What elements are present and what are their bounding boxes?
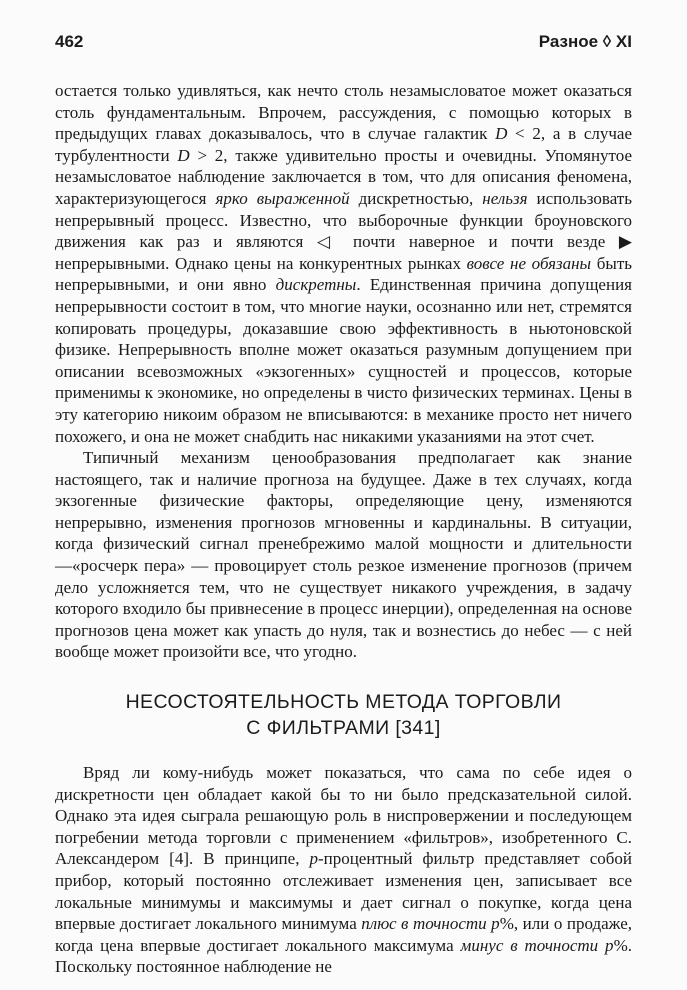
paragraph-1 bbox=[55, 80, 632, 447]
paragraph-3 bbox=[55, 762, 632, 978]
text-run: остается только удивляться, как нечто столь незамысловатое может оказаться столь фундаментальным. Впрочем, рассуждения, с помощью которых в предыдущих главах доказывалось, что в случае галактик bbox=[55, 81, 632, 144]
section-heading-line1: НЕСОСТОЯТЕЛЬНОСТЬ МЕТОДА ТОРГОВЛИ bbox=[125, 691, 562, 714]
running-head bbox=[55, 33, 632, 50]
text-run-italic: D bbox=[495, 124, 508, 144]
text-run-italic: нельзя bbox=[482, 188, 528, 208]
text-run: быть непрерывными, и они явно bbox=[55, 253, 632, 295]
text-run-italic: ярко выраженной bbox=[215, 188, 350, 208]
page-body bbox=[55, 80, 632, 978]
text-run-italic: дискретны bbox=[275, 275, 357, 295]
text-run: > 2, также удивительно просты и очевидны. Упомянутое незамысловатое наблюдение заключается в том, что для описания феномена, характеризующегося bbox=[55, 145, 632, 208]
text-run: -процентный фильтр представляет собой прибор, который постоянно отслеживает изменения цен, записывает все локальные минимумы и максимумы и дает сигнал о покупке, когда цена впервые достигает локального минимума bbox=[55, 849, 632, 934]
text-run: использовать непрерывный процесс. Известно, что выборочные функции броуновского движения как раз и являются ◁ почти наверное и почти везде ▶ непрерывными. Однако цены на конкурентных рынках bbox=[55, 188, 632, 273]
text-run: Вряд ли кому-нибудь может показаться, что сама по себе идея о дискретности цен обладает какой бы то ни было предсказательной силой. Однако эта идея сыграла решающую роль в ниспровержении и последующем погребении метода торговли с применением «фильтров», изобретенного С. Александером [4]. В принципе, bbox=[55, 763, 632, 869]
text-run-italic: минус в точности p bbox=[460, 935, 614, 955]
running-title: Разное ◊ XI bbox=[538, 32, 632, 51]
text-run-italic: p bbox=[309, 849, 318, 869]
text-run: . Единственная причина допущения непрерывности состоит в том, что многие науки, осознанно или нет, стремятся копировать процедуры, доказавшие свою эффективность в ньютоновской физике. Непрерывность вполне может оказаться разумным допущением при описании всевозможных «экзогенных» сущностей и процессов, которые применимы к экономике, но определены в чисто физических терминах. Цены в эту категорию никоим образом не вписываются: в механике просто нет ничего похожего, и она не может снабдить нас никакими указаниями на этот счет. bbox=[55, 275, 632, 446]
text-run: < 2, а в случае турбулентности bbox=[55, 124, 632, 165]
section-heading-line2: С ФИЛЬТРАМИ [341] bbox=[246, 717, 441, 740]
text-run-italic: D bbox=[177, 145, 190, 165]
text-run: Типичный механизм ценообразования предполагает как знание настоящего, так и наличие прогноза на будущее. Даже в тех случаях, когда экзогенные физические факторы, определяющие цену, изменяются непрерывно, изменения прогнозов мгновенны и кардинальны. В ситуации, когда физический сигнал пренебрежимо малой мощности и длительности —«росчерк пера» — провоцирует столь резкое изменение прогнозов (причем дело усложняется тем, что не существует никакого учреждения, в задачу которого входило бы привнесение в процесс инерции), определенная на основе прогнозов цена может как упасть до нуля, так и вознестись до небес — с ней вообще может произойти все, что угодно. bbox=[55, 448, 632, 662]
text-run-italic: вовсе не обязаны bbox=[466, 253, 592, 273]
text-run: %, или о продаже, когда цена впервые достигает локального максимума bbox=[55, 914, 632, 955]
text-run: %. Поскольку постоянное наблюдение не bbox=[55, 935, 632, 977]
section-heading bbox=[55, 689, 632, 741]
page-number: 462 bbox=[55, 32, 84, 51]
text-run-italic: плюс в точности p bbox=[361, 914, 500, 934]
paragraph-2 bbox=[55, 447, 632, 663]
text-run: дискретностью, bbox=[349, 188, 483, 208]
